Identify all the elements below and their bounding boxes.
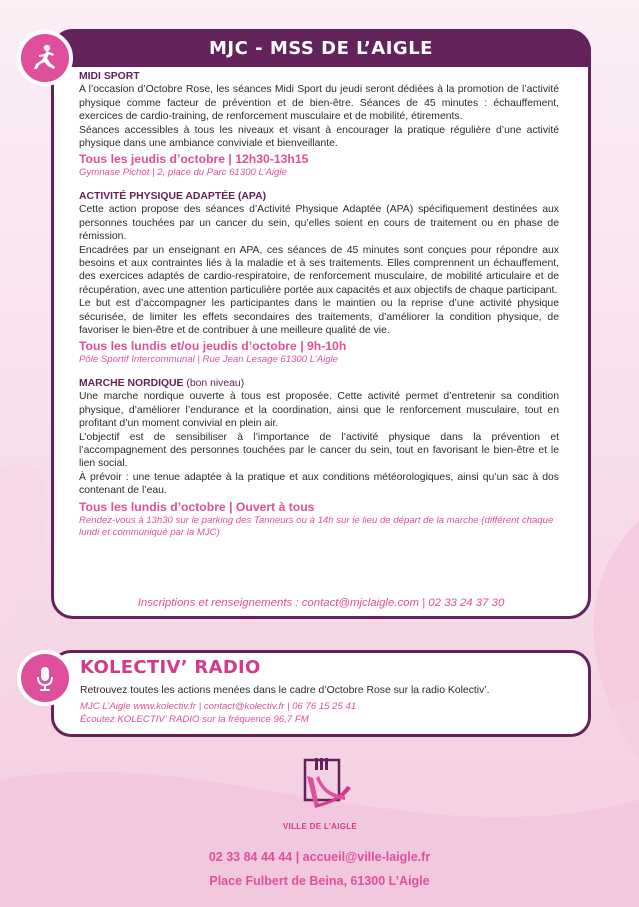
section-paragraph: Le but est d’accompagner les participantes dans le maintien ou la reprise d’une activité physique sécurisée, de limiter les effets secondaires des traitements, d’améliorer la condition physique, de favoriser le bien-être et de contribuer à une meilleure qualité de vie. <box>79 298 559 336</box>
section-subtitle: (bon niveau) <box>186 377 245 389</box>
mjc-title: MJC - MSS DE L’AIGLE <box>51 29 591 67</box>
section-location: Rendez-vous à 13h30 sur le parking des Tanneurs ou à 14h sur le lieu de départ de la marche (différent chaque lundi et communiqué par la MJC) <box>79 514 554 539</box>
fitness-lunge-icon <box>29 42 61 74</box>
section-schedule: Tous les lundis et/ou jeudis d’octobre | 9h-10h <box>79 339 347 354</box>
radio-frequency: Écoutez KOLECTIV’ RADIO sur la fréquence 96,7 FM <box>80 714 309 725</box>
radio-content <box>80 684 580 727</box>
ville-de-laigle-logo <box>285 758 357 818</box>
sport-badge <box>17 30 73 86</box>
section-schedule: Tous les lundis d’octobre | Ouvert à tous <box>79 499 315 514</box>
section-title: MARCHE NORDIQUE <box>79 377 184 389</box>
radio-title: KOLECTIV’ RADIO <box>80 657 261 678</box>
section-paragraph: Encadrées par un enseignant en APA, ces séances de 45 minutes sont conçues pour répondre aux besoins et aux contraintes liés à la maladie et à ses traitements. Elles comprennent un échauffement, des exercices adaptés de cardio-respiratoire, de renforcement musculaire, de mobilité articulaire et de récupération, avec une attention particulière portée aux capacités et aux objectifs de chaque participant. <box>79 244 559 296</box>
microphone-icon <box>30 663 60 693</box>
section-title: MIDI SPORT <box>79 71 140 82</box>
section-schedule: Tous les jeudis d’octobre | 12h30-13h15 <box>79 152 309 167</box>
section-paragraph: L’objectif est de sensibiliser à l’importance de l’activité physique dans la prévention et l’accompagnement des personnes touchées par le cancer du sein, tout en favorisant le bien-être et le lien social. <box>79 431 559 470</box>
section-paragraph: Une marche nordique ouverte à tous est proposée. Cette activité permet d’entretenir sa condition physique, d’améliorer l’endurance et la coordination, ainsi que le renforcement musculaire, tout en profitant d’un moment convivial en plein air. <box>79 391 559 430</box>
section-apa <box>79 190 559 367</box>
radio-badge <box>17 650 73 706</box>
inscriptions-contact: Inscriptions et renseignements : contact@mjclaigle.com | 02 33 24 37 30 <box>137 597 505 609</box>
section-title-row <box>79 377 559 390</box>
section-midi-sport <box>79 70 559 180</box>
section-location: Gymnase Pichot | 2, place du Parc 61300 L’Aigle <box>79 167 287 179</box>
section-marche-nordique <box>79 377 559 540</box>
footer-contact: 02 33 84 44 44 | accueil@ville-laigle.fr <box>208 850 431 864</box>
radio-description: Retrouvez toutes les actions menées dans le cadre d’Octobre Rose sur la radio Kolectiv’. <box>80 685 490 696</box>
section-title: ACTIVITÉ PHYSIQUE ADAPTÉE (APA) <box>79 190 267 202</box>
section-paragraph: À prévoir : une tenue adaptée à la pratique et aux conditions météorologiques, ainsi qu’un sac à dos contenant de l’eau. <box>79 471 559 497</box>
section-paragraph: A l’occasion d’Octobre Rose, les séances Midi Sport du jeudi seront dédiées à la promotion de l’activité physique comme facteur de prévention et de bien-être. Séances de 45 minutes : échauffement, exercices de cardio-training, de renforcement musculaire et de mobilité, étirements. <box>79 84 559 123</box>
radio-contact: MJC L’Aigle www.kolectiv.fr | contact@kolectiv.fr | 06 76 15 25 41 <box>80 701 357 713</box>
section-paragraph: Cette action propose des séances d’Activité Physique Adaptée (APA) spécifiquement destinées aux personnes touchées par un cancer du sein, qu’elles soient en cours de traitement ou en phase de rémission. <box>79 204 559 243</box>
mjc-content <box>79 70 559 550</box>
section-paragraph: Séances accessibles à tous les niveaux et visant à encourager la pratique régulière d’une activité physique dans une ambiance conviviale et bienveillante. <box>79 124 559 150</box>
logo-text: VILLE DE L’AIGLE <box>282 822 358 831</box>
footer-address: Place Fulbert de Beina, 61300 L’Aigle <box>209 874 430 888</box>
section-location: Pôle Sportif Intercommunal | Rue Jean Lesage 61300 L’Aigle <box>79 354 339 366</box>
